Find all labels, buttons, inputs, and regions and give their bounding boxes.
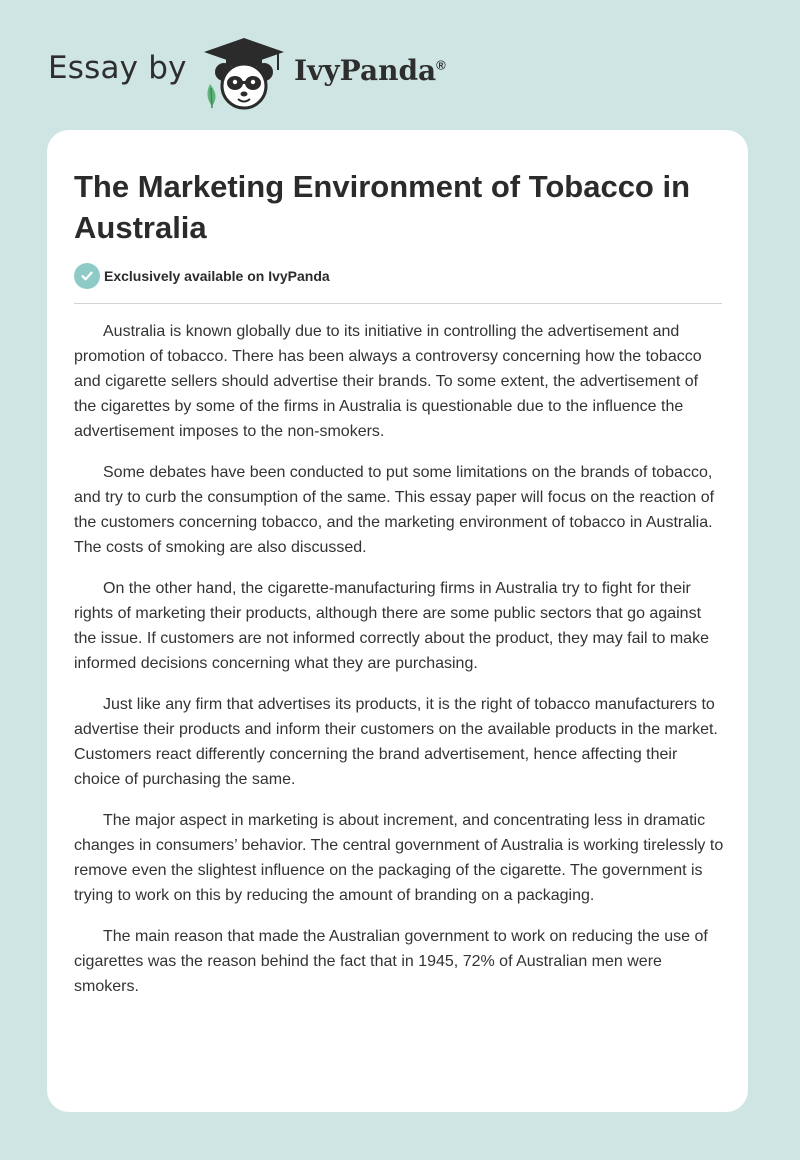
- paragraph: The major aspect in marketing is about increment, and concentrating less in dramatic changes in consumers’ behavior. The central government of Australia is working tirelessly to remove even the slightest influence on the packaging of the cigarette. The government is trying to work on this by reducing the amount of branding on a packaging.: [74, 812, 724, 904]
- paragraph: The main reason that made the Australian government to work on reducing the use of cigarettes was the reason behind the fact that in 1945, 72% of Australian men were smokers.: [74, 928, 708, 995]
- check-circle-icon: [74, 263, 100, 289]
- divider: [74, 303, 722, 304]
- brand-name[interactable]: IvyPanda®: [294, 54, 446, 87]
- essay-card: [47, 130, 748, 1112]
- paragraph: Just like any firm that advertises its products, it is the right of tobacco manufacturers to advertise their products and inform their customers on the available products in the market. Customers react differently concerning the brand advertisement, hence affecting their choice of purchasing the same.: [74, 696, 718, 788]
- essay-body: [74, 319, 724, 1015]
- site-header: [48, 34, 548, 114]
- panda-graduation-cap-icon[interactable]: [202, 36, 286, 112]
- page-title: The Marketing Environment of Tobacco in Australia: [74, 169, 691, 245]
- registered-mark: ®: [436, 57, 446, 73]
- paragraph: Some debates have been conducted to put some limitations on the brands of tobacco, and try to curb the consumption of the same. This essay paper will focus on the reaction of the customers concerning tobacco, and the marketing environment of tobacco in Australia. The costs of smoking are also discussed.: [74, 464, 715, 556]
- paragraph: Australia is known globally due to its initiative in controlling the advertisement and promotion of tobacco. There has been always a controversy concerning how the tobacco and cigarette sellers should advertise their brands. To some extent, the advertisement of the cigarettes by some of the firms in Australia is questionable due to the influence the advertisement imposes to the non-smokers.: [74, 323, 702, 440]
- exclusive-badge: [74, 263, 330, 289]
- badge-text: Exclusively available on IvyPanda: [104, 268, 330, 284]
- essay-by-label: Essay by: [48, 50, 187, 86]
- paragraph: On the other hand, the cigarette-manufacturing firms in Australia try to fight for their rights of marketing their products, although there are some public sectors that go against the issue. If customers are not informed correctly about the product, they may fail to make informed decisions concerning what they are purchasing.: [74, 580, 709, 672]
